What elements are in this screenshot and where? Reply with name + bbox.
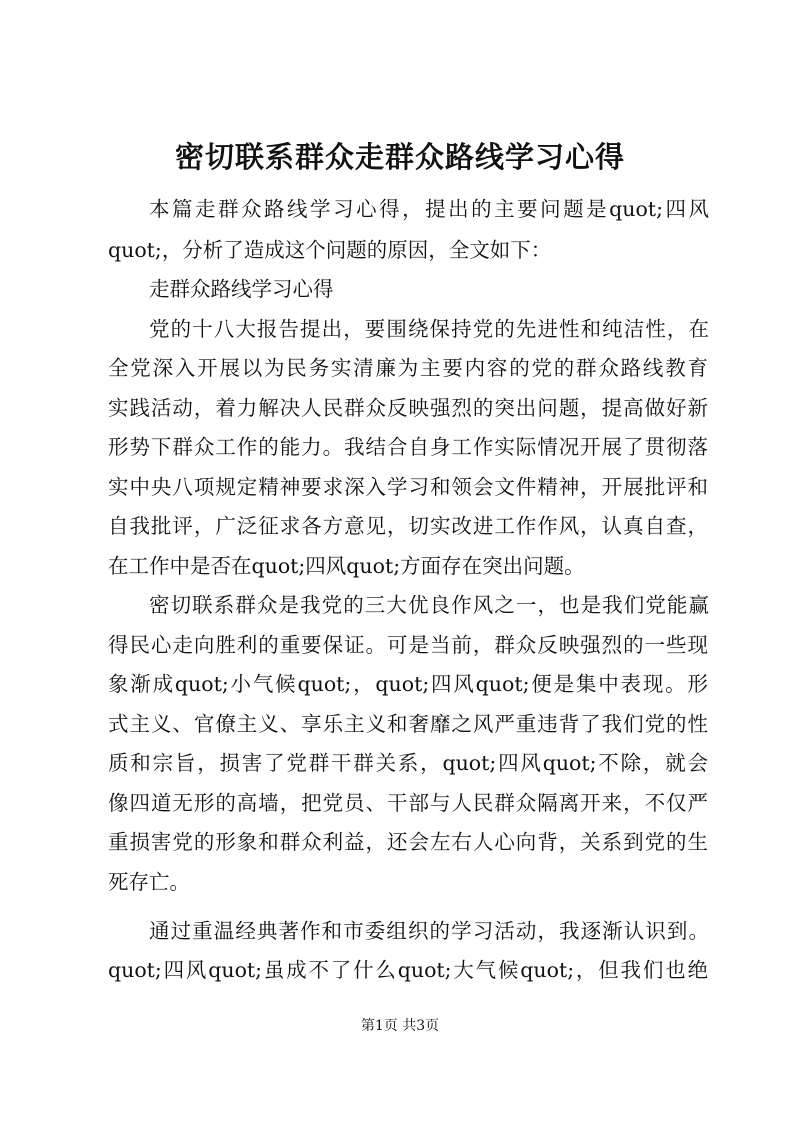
paragraph-line: 质和宗旨，损害了党群干群关系，quot;四风quot;不除，就会 [108, 751, 708, 775]
paragraph-line: 得民心走向胜利的重要保证。可是当前，群众反映强烈的一些现 [108, 633, 708, 657]
document-title: 密切联系群众走群众路线学习心得 [174, 140, 625, 174]
paragraph-line: 死存亡。 [108, 870, 190, 894]
section-heading: 走群众路线学习心得 [149, 277, 334, 301]
paragraph-line: 自我批评，广泛征求各方意见，切实改进工作作风，认真自查， [108, 514, 708, 538]
paragraph-line: quot;四风quot;虽成不了什么quot;大气候quot;，但我们也绝 [108, 958, 708, 982]
paragraph-line: 式主义、官僚主义、享乐主义和奢靡之风严重违背了我们党的性 [108, 712, 708, 736]
page-number: 第1页 共3页 [360, 1018, 440, 1034]
paragraph-line: 全党深入开展以为民务实清廉为主要内容的党的群众路线教育 [108, 356, 708, 380]
paragraph-line: 重损害党的形象和群众利益，还会左右人心向背，关系到党的生 [108, 830, 708, 854]
paragraph-line: quot;，分析了造成这个问题的原因，全文如下： [108, 238, 552, 262]
paragraph-line: 实践活动，着力解决人民群众反映强烈的突出问题，提高做好新 [108, 396, 708, 420]
paragraph-line: 在工作中是否在quot;四风quot;方面存在突出问题。 [108, 554, 585, 578]
paragraph-line: 密切联系群众是我党的三大优良作风之一，也是我们党能赢 [149, 593, 709, 617]
paragraph-line: 本篇走群众路线学习心得，提出的主要问题是quot;四风 [149, 197, 709, 221]
paragraph-line: 象渐成quot;小气候quot;，quot;四风quot;便是集中表现。形 [108, 672, 708, 696]
paragraph-line: 通过重温经典著作和市委组织的学习活动，我逐渐认识到。 [149, 919, 709, 943]
paragraph-line: 党的十八大报告提出，要围绕保持党的先进性和纯洁性，在 [149, 317, 709, 341]
paragraph-line: 形势下群众工作的能力。我结合自身工作实际情况开展了贯彻落 [108, 435, 708, 459]
paragraph-line: 实中央八项规定精神要求深入学习和领会文件精神，开展批评和 [108, 475, 708, 499]
paragraph-line: 像四道无形的高墙，把党员、干部与人民群众隔离开来，不仅严 [108, 791, 708, 815]
